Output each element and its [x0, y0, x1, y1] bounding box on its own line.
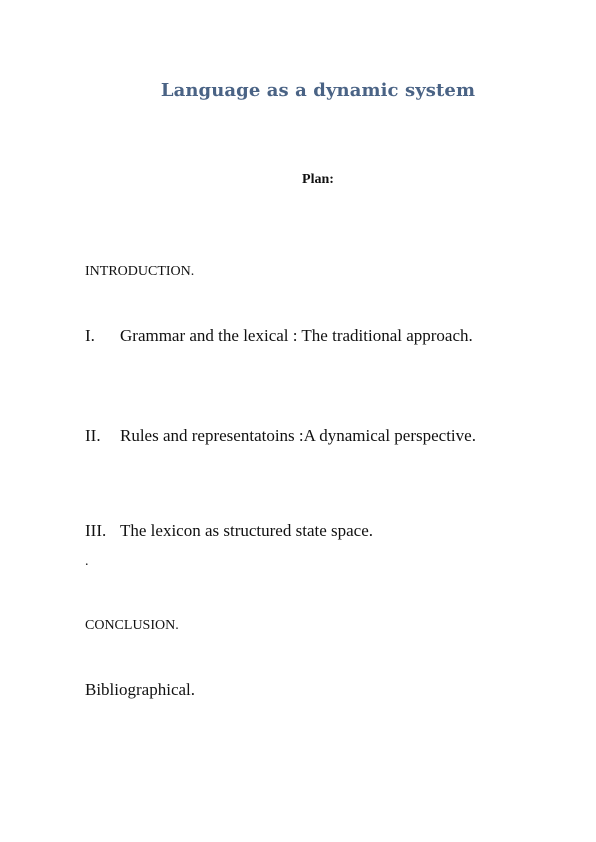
plan-heading: Plan: — [302, 172, 334, 187]
section-2-numeral: II. — [85, 426, 101, 445]
section-3-text: The lexicon as structured state space. — [120, 521, 374, 540]
section-3 — [85, 521, 373, 541]
section-1 — [85, 326, 473, 346]
stray-dot: . — [85, 554, 89, 569]
section-2 — [85, 426, 476, 446]
section-2-text: Rules and representatoins :A dynamical perspective. — [120, 426, 476, 445]
section-1-text: Grammar and the lexical : The traditional approach. — [120, 326, 473, 345]
document-title: Language as a dynamic system — [160, 80, 476, 101]
section-1-numeral: I. — [85, 326, 95, 345]
conclusion-heading: CONCLUSION. — [85, 618, 179, 633]
bibliography-heading: Bibliographical. — [85, 680, 196, 699]
introduction-heading: INTRODUCTION. — [85, 264, 195, 279]
section-3-numeral: III. — [85, 521, 107, 540]
